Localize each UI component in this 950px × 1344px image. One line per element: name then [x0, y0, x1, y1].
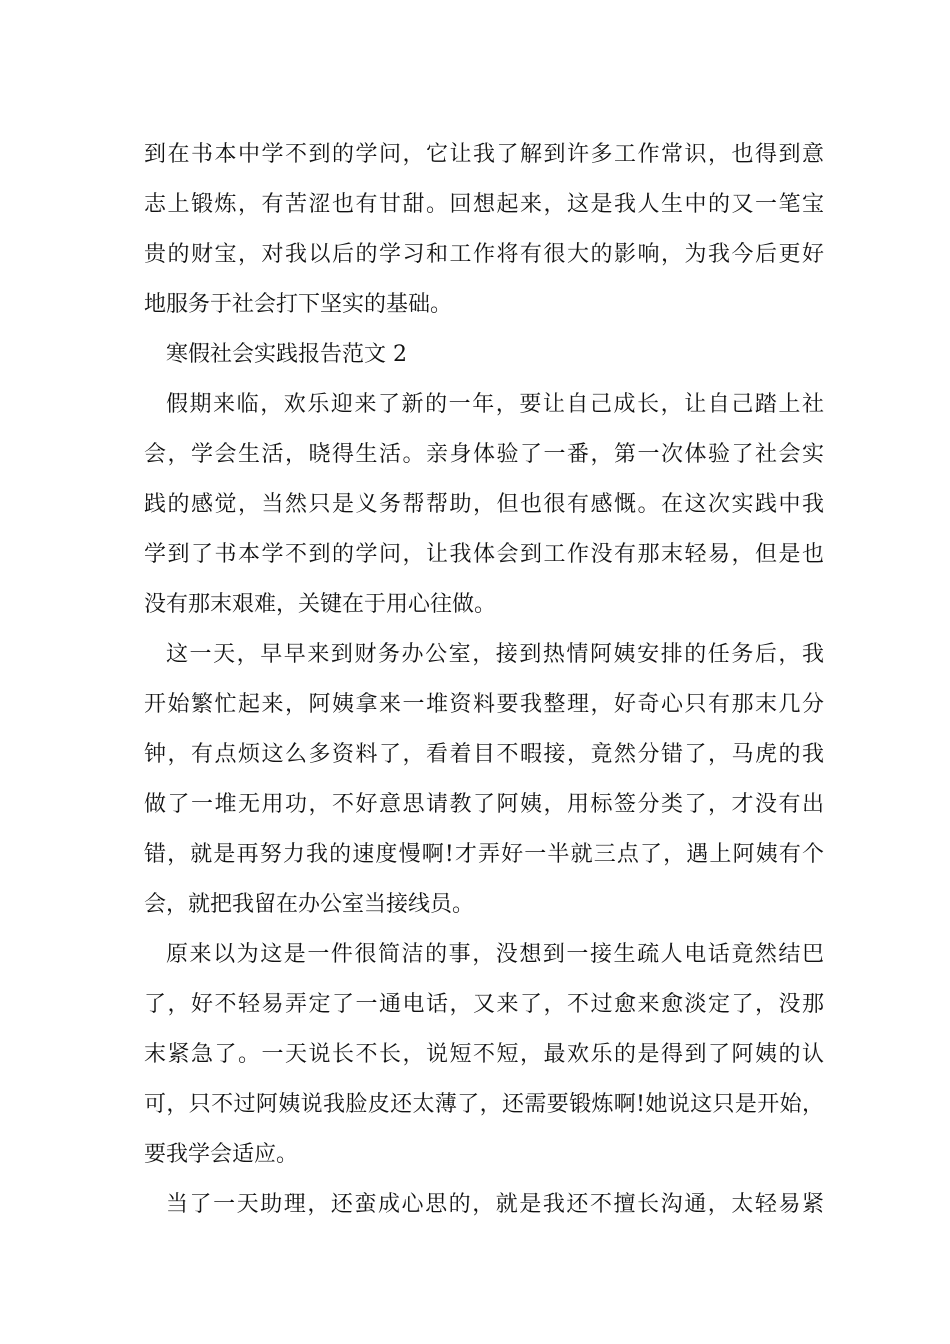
- text-line-13: 钟，有点烦这么多资料了，看着目不暇接，竟然分错了，马虎的我: [144, 742, 824, 767]
- text-line-17: 原来以为这是一件很简洁的事，没想到一接生疏人电话竟然结巴: [166, 942, 824, 967]
- text-line-3: 贵的财宝，对我以后的学习和工作将有很大的影响，为我今后更好: [144, 242, 824, 267]
- text-line-4: 地服务于社会打下坚实的基础。: [144, 292, 453, 317]
- text-line-15: 错，就是再努力我的速度慢啊!才弄好一半就三点了，遇上阿姨有个: [144, 842, 824, 867]
- text-line-22: 当了一天助理，还蛮成心思的，就是我还不擅长沟通，太轻易紧: [166, 1192, 824, 1217]
- text-line-20: 可，只不过阿姨说我脸皮还太薄了，还需要锻炼啊!她说这只是开始，: [144, 1092, 824, 1117]
- text-line-2: 志上锻炼，有苦涩也有甘甜。回想起来，这是我人生中的又一笔宝: [144, 192, 824, 217]
- text-line-19: 末紧急了。一天说长不长，说短不短，最欢乐的是得到了阿姨的认: [144, 1042, 824, 1067]
- text-line-10: 没有那末艰难，关键在于用心往做。: [144, 592, 497, 617]
- text-line-16: 会，就把我留在办公室当接线员。: [144, 892, 475, 917]
- text-line-9: 学到了书本学不到的学问，让我体会到工作没有那末轻易，但是也: [144, 542, 824, 567]
- section-heading: 寒假社会实践报告范文 2: [166, 342, 407, 367]
- text-line-1: 到在书本中学不到的学问，它让我了解到许多工作常识，也得到意: [144, 142, 824, 167]
- text-line-12: 开始繁忙起来，阿姨拿来一堆资料要我整理，好奇心只有那末几分: [144, 692, 824, 717]
- text-line-18: 了，好不轻易弄定了一通电话，又来了，不过愈来愈淡定了，没那: [144, 992, 824, 1017]
- text-line-11: 这一天，早早来到财务办公室，接到热情阿姨安排的任务后，我: [166, 642, 824, 667]
- text-line-8: 践的感觉，当然只是义务帮帮助，但也很有感慨。在这次实践中我: [144, 492, 824, 517]
- text-line-14: 做了一堆无用功，不好意思请教了阿姨，用标签分类了，才没有出: [144, 792, 824, 817]
- document-page: [144, 130, 824, 1230]
- text-line-7: 会，学会生活，晓得生活。亲身体验了一番，第一次体验了社会实: [144, 442, 824, 467]
- text-line-6: 假期来临，欢乐迎来了新的一年，要让自己成长，让自己踏上社: [166, 392, 824, 417]
- text-line-21: 要我学会适应。: [144, 1142, 299, 1167]
